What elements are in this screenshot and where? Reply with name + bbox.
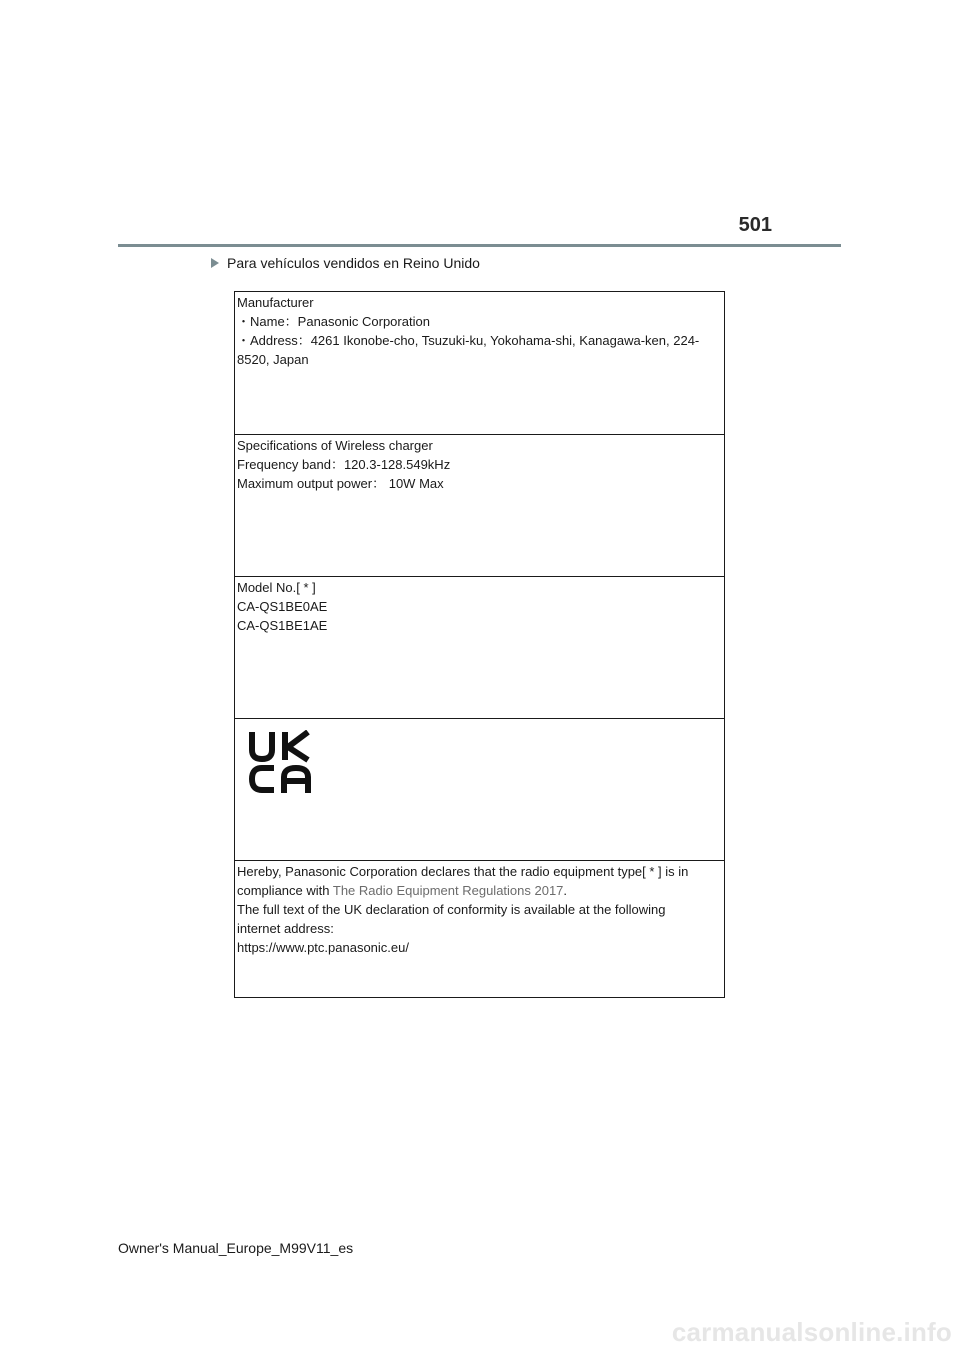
manufacturer-name: ・Name：Panasonic Corporation bbox=[237, 314, 430, 329]
declaration-line4: internet address: bbox=[237, 921, 334, 936]
header-rule bbox=[118, 244, 841, 247]
model-number-1: CA-QS1BE0AE bbox=[237, 599, 328, 614]
ukca-cell bbox=[235, 719, 724, 861]
frequency-band: Frequency band：120.3-128.549kHz bbox=[237, 457, 451, 472]
footer-text: Owner's Manual_Europe_M99V11_es bbox=[118, 1240, 354, 1256]
max-output-power: Maximum output power： 10W Max bbox=[237, 476, 444, 491]
declaration-line2-suffix: . bbox=[563, 883, 568, 898]
ukca-mark-icon bbox=[248, 730, 314, 796]
declaration-table bbox=[234, 291, 725, 998]
specifications-title: Specifications of Wireless charger bbox=[237, 438, 433, 453]
section-heading-text: Para vehículos vendidos en Reino Unido bbox=[227, 255, 480, 271]
model-cell bbox=[235, 577, 724, 719]
section-heading bbox=[211, 255, 480, 271]
regulation-name: The Radio Equipment Regulations 2017 bbox=[332, 883, 564, 898]
declaration-line3: The full text of the UK declaration of conformity is available at the following bbox=[237, 902, 666, 917]
model-title: Model No.[ * ] bbox=[237, 580, 316, 595]
manufacturer-title: Manufacturer bbox=[237, 295, 314, 310]
specifications-cell bbox=[235, 435, 724, 577]
page-number: 501 bbox=[738, 214, 772, 236]
declaration-line2 bbox=[237, 881, 722, 900]
model-number-2: CA-QS1BE1AE bbox=[237, 618, 328, 633]
declaration-line1: Hereby, Panasonic Corporation declares that the radio equipment type[ * ] is in bbox=[237, 864, 689, 879]
watermark: carmanualsonline.info bbox=[671, 1317, 952, 1347]
manufacturer-cell bbox=[235, 292, 724, 435]
declaration-url: https://www.ptc.panasonic.eu/ bbox=[237, 940, 409, 955]
arrow-right-icon bbox=[211, 258, 219, 268]
manufacturer-address-line1: ・Address：4261 Ikonobe-cho, Tsuzuki-ku, Yokohama-shi, Kanagawa-ken, 224- bbox=[237, 333, 700, 348]
declaration-cell bbox=[235, 861, 724, 997]
manufacturer-address-line2: 8520, Japan bbox=[237, 352, 309, 367]
declaration-line2-prefix: compliance with bbox=[237, 883, 333, 898]
